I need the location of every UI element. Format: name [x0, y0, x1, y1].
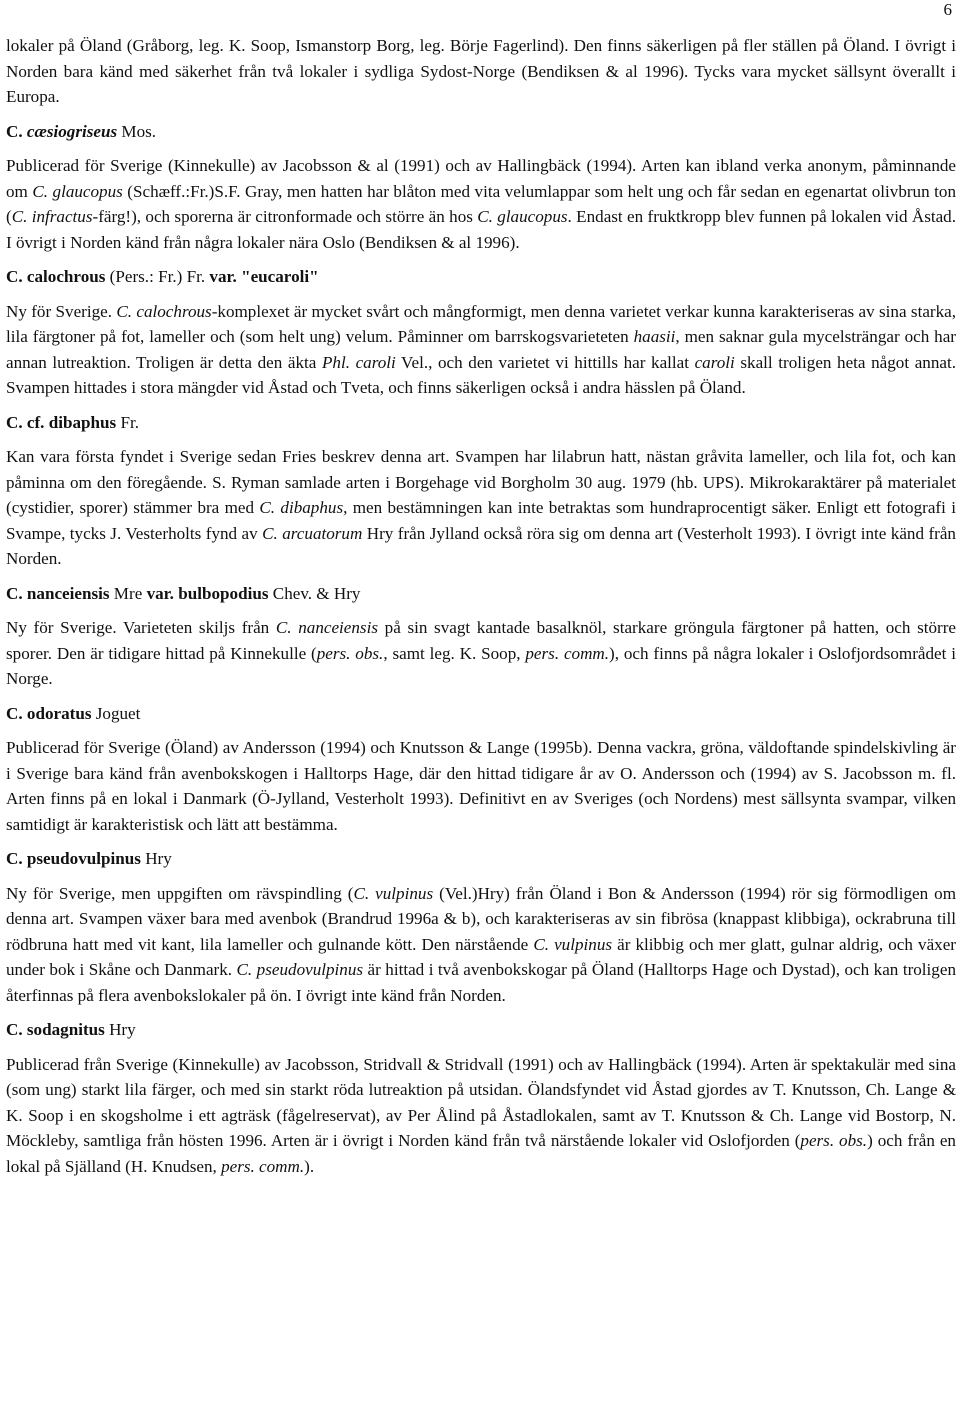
- text-run: C. nanceiensis: [6, 583, 110, 603]
- text-run: (Schæff.:Fr.)S.F. Gray, men hatten har blåton med vita velumlappar som helt ung och får sedan en egenartat olivbrun ton (: [6, 181, 956, 226]
- text-run: Fr.: [116, 412, 140, 432]
- species-heading: [6, 1017, 956, 1043]
- text-run: cæsiogriseus: [26, 121, 118, 141]
- text-run: var.: [209, 267, 242, 286]
- text-run: Kan vara första fyndet i Sverige sedan Fries beskrev denna art. Svampen har lilabrun hatt, nästan gråvita lameller, och lila fot, och kan påminna om den föregående. S. Ryman samlade arten i Borgehage vid Borgholm 30 aug. 1979 (hb. UPS). Mikrokaraktärer på materialet (cystidier, sporer) stämmer bra med: [6, 447, 956, 517]
- body-paragraph: [6, 444, 956, 572]
- text-run: C. pseudovulpinus: [236, 960, 364, 979]
- text-run: C.: [6, 121, 27, 141]
- text-run: pers. obs.: [800, 1131, 868, 1150]
- text-run: skall troligen heta något annat. Svampen hittades i stora mängder vid Åstad och Tveta, och finns säkerligen också i andra hässlen på Öland.: [6, 352, 956, 397]
- text-run: , men saknar gula mycelsträngar och har annan lutreaktion. Troligen är detta den äkta: [6, 327, 956, 372]
- text-run: är klibbig och mer glatt, gulnar aldrig, och växer under bok i Skåne och Danmark.: [6, 934, 956, 979]
- body-paragraph: [6, 735, 956, 837]
- text-run: C. vulpinus: [353, 883, 434, 903]
- text-run: C. dibaphus: [259, 498, 344, 517]
- text-run: C. calochrous: [116, 301, 212, 321]
- text-run: var. bulbopodius: [146, 583, 269, 603]
- document-body: [6, 33, 956, 1179]
- text-run: , samt leg. K. Soop,: [383, 643, 526, 663]
- text-run: C. vulpinus: [533, 934, 613, 954]
- page-number: 6: [943, 0, 952, 19]
- body-paragraph: [6, 615, 956, 692]
- body-paragraph: [6, 33, 956, 110]
- text-run: Publicerad för Sverige (Kinnekulle) av Jacobsson & al (1991) och av Hallingbäck (1994). Arten kan ibland verka anonym, påminnande om: [6, 156, 956, 201]
- body-paragraph: [6, 881, 956, 1009]
- text-run: -komplexet är mycket svårt och mångformigt, men denna varietet verkar kunna karakteriseras av sina starka, lila färgtoner på fot, lameller och (som helt ung) velum. Påminner om barrskogsvarieteten: [6, 301, 957, 346]
- text-run: ).: [304, 1156, 315, 1176]
- text-run: Vel., och den varietet vi hittills har kallat: [395, 352, 695, 372]
- text-run: "eucaroli": [241, 267, 319, 286]
- body-paragraph: [6, 1052, 956, 1180]
- text-run: Hry från Jylland också röra sig om denna art (Vesterholt 1993). I övrigt inte känd från Norden.: [6, 523, 956, 568]
- text-run: Mos.: [117, 121, 157, 141]
- species-heading: [6, 581, 956, 607]
- text-run: Hry: [104, 1020, 136, 1039]
- text-run: C. nanceiensis: [275, 618, 378, 637]
- text-run: C. pseudovulpinus: [6, 849, 141, 868]
- text-run: C. cf. dibaphus: [6, 412, 117, 432]
- species-heading: [6, 846, 956, 872]
- text-run: Publicerad från Sverige (Kinnekulle) av Jacobsson, Stridvall & Stridvall (1991) och av Hallingbäck (1994). Arten är spektakulär med sina (som ung) starkt lila färger, och med sin starkt röda lutreaktion på utsidan. Ölandsfyndet vid Åstad gjordes av T. Knutsson, Ch. Lange & K. Soop i en skogsholme i ett agträsk (fågelreservat), av Per Ålind på Åstadlokalen, samt av T. Knutsson & Ch. Lange vid Bostorp, N. Möckleby, samtliga från hösten 1996. Arten är i övrigt i Norden känd från två närstående lokaler vid Oslofjorden (: [6, 1054, 956, 1150]
- text-run: ) och från en lokal på Själland (H. Knudsen,: [6, 1131, 956, 1176]
- text-run: lokaler på Öland (Gråborg, leg. K. Soop, Ismanstorp Borg, leg. Börje Fagerlind). Den finns säkerligen på fler ställen på Öland. I övrigt i Norden bara känd med säkerhet från två lokaler i sydliga Sydost-Norge (Bendiksen & al 1996). Tycks vara mycket sällsynt överallt i Europa.: [6, 36, 956, 106]
- species-heading: [6, 410, 956, 436]
- text-run: haasii: [633, 327, 676, 346]
- text-run: C. calochrous: [6, 267, 106, 286]
- text-run: , men bestämningen kan inte betraktas som hundraprocentigt säker. Enligt ett fotografi i Svampe, tycks J. Vesterholts fynd av: [6, 498, 956, 543]
- text-run: pers. obs.: [316, 643, 384, 663]
- species-heading: [6, 119, 956, 145]
- text-run: Ny för Sverige.: [6, 301, 117, 321]
- text-run: C. odoratus: [6, 703, 92, 723]
- text-run: Publicerad för Sverige (Öland) av Andersson (1994) och Knutsson & Lange (1995b). Denna vackra, gröna, väldoftande spindelskivling är i Sverige bara känd från avenbokskogen i Halltorps Hage, där den hittad tidigare år av O. Andersson och (1994) av S. Jacobsson m. fl. Arten finns på en lokal i Danmark (Ö-Jylland, Vesterholt 1993). Definitivt en av Sveriges (och Nordens) mest sällsynta svampar, vilken samtidigt är karakteristisk och lätt att bestämma.: [6, 738, 956, 834]
- text-run: Chev. & Hry: [268, 583, 361, 603]
- text-run: pers. comm.: [221, 1156, 305, 1176]
- text-run: Ny för Sverige. Varieteten skiljs från: [6, 618, 276, 637]
- text-run: (Vel.)Hry) från Öland i Bon & Andersson (1994) rör sig förmodligen om denna art. Svampen växer bara med avenbok (Brandrud 1996a & b), och karakteriseras av sin fibrösa (knappast klibbiga), ockrabruna till rödbruna hatt med vit kant, lila lameller och gulnande kött. Den närstående: [6, 883, 956, 954]
- text-run: Phl. caroli: [321, 352, 396, 372]
- text-run: C. glaucopus: [477, 207, 568, 226]
- text-run: Mre: [109, 583, 147, 603]
- text-run: C. arcuatorum: [262, 523, 363, 543]
- text-run: caroli: [694, 352, 735, 372]
- text-run: C. sodagnitus: [6, 1020, 105, 1039]
- text-run: C. glaucopus: [32, 181, 123, 201]
- text-run: Ny för Sverige, men uppgiften om rävspindling (: [6, 883, 354, 903]
- text-run: -färg!), och sporerna är citronformade och större än hos: [92, 207, 478, 226]
- text-run: pers. comm.: [525, 643, 610, 663]
- text-run: (Pers.: Fr.) Fr.: [105, 267, 210, 286]
- text-run: är hittad i två avenbokskogar på Öland (Halltorps Hage och Dystad), och kan troligen återfinnas på flera avenbokslokaler på ön. I övrigt inte känd från Norden.: [6, 960, 956, 1005]
- text-run: ), och finns på några lokaler i Oslofjordsområdet i Norge.: [6, 643, 956, 688]
- body-paragraph: [6, 153, 956, 255]
- text-run: . Endast en fruktkropp blev funnen på lokalen vid Åstad. I övrigt i Norden känd från några lokaler nära Oslo (Bendiksen & al 1996).: [6, 207, 956, 252]
- text-run: på sin svagt kantade basalknöl, starkare gröngula färgtoner på hatten, och större sporer. Den är tidigare hittad på Kinnekulle (: [6, 618, 956, 663]
- text-run: Joguet: [91, 703, 141, 723]
- text-run: C. infractus: [11, 207, 93, 226]
- body-paragraph: [6, 299, 956, 401]
- text-run: Hry: [140, 849, 172, 868]
- species-heading: [6, 264, 956, 290]
- species-heading: [6, 701, 956, 727]
